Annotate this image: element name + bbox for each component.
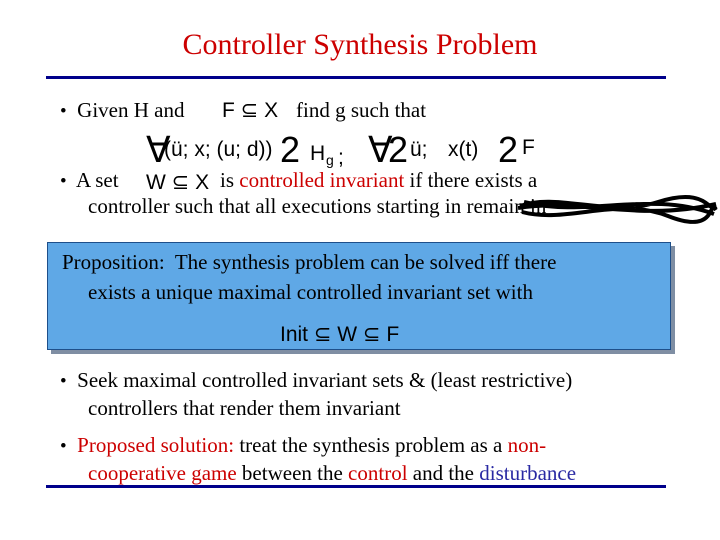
term-control: control (348, 461, 408, 485)
bullet-text: Given H and (77, 98, 185, 122)
separator: ; (338, 146, 344, 169)
text-between: between the (241, 461, 343, 485)
text-and-the: and the (412, 461, 475, 485)
controller-subscript-g: g (326, 152, 334, 168)
bullet-glyph: • (60, 436, 67, 457)
bullet-seek-maximal (60, 368, 572, 394)
proposition-text: The synthesis problem can be solved iff there (174, 250, 557, 274)
time-set: ü; (410, 138, 428, 161)
bullet-text-line2 (88, 461, 576, 485)
slide-title: Controller Synthesis Problem (182, 28, 538, 61)
term-proposed-solution: Proposed solution: (77, 433, 235, 457)
text-if-exists: if there exists a (409, 168, 538, 192)
term-controlled-invariant: controlled invariant (239, 168, 405, 192)
hybrid-automaton-h: H (310, 142, 326, 165)
element-of-symbol-3: 2 (498, 129, 519, 170)
bullet-glyph: • (60, 171, 67, 192)
forall-symbol-2: ∀ (368, 129, 393, 170)
bullet-glyph: • (60, 101, 67, 122)
bottom-rule (46, 485, 666, 488)
bullet-controlled-invariant (60, 168, 119, 194)
proposition-line1 (62, 250, 556, 274)
bullet-text-cont: find g such that (296, 98, 427, 122)
text-is: is (220, 168, 235, 192)
execution-tuple: (ü; x; (u; d)) (164, 138, 273, 161)
element-of-symbol-2: 2 (388, 129, 409, 170)
forall-symbol: ∀ (146, 129, 171, 170)
proposition-label: Proposition: (62, 250, 165, 274)
bullet-given-h (60, 98, 184, 124)
title-underline (46, 76, 666, 79)
target-set-f: F (522, 136, 535, 159)
bullet-text: A set (76, 168, 119, 192)
term-cooperative-game: cooperative game (88, 461, 237, 485)
bullet-glyph: • (60, 371, 67, 392)
math-init-w-f: Init ⊆ W ⊆ F (280, 323, 400, 346)
bullet-proposed-solution (60, 433, 546, 459)
term-non: non- (507, 433, 547, 457)
bullet-text-cont (220, 168, 537, 192)
math-f-subset-x: F ⊆ X (222, 99, 279, 122)
state-trajectory: x(t) (448, 138, 479, 161)
bullet-text: Seek maximal controlled invariant sets & (least restrictive) (77, 368, 573, 392)
ink-scribble (518, 188, 718, 228)
bullet-text-line2: controller such that all executions starting in remain in (88, 194, 547, 218)
math-w-subset-x: W ⊆ X (146, 171, 210, 194)
bullet-text-line2: controllers that render them invariant (88, 396, 401, 420)
text-treat: treat the synthesis problem as a (239, 433, 503, 457)
term-disturbance: disturbance (479, 461, 577, 485)
element-of-symbol: 2 (280, 129, 301, 170)
proposition-line2: exists a unique maximal controlled invariant set with (88, 280, 533, 304)
